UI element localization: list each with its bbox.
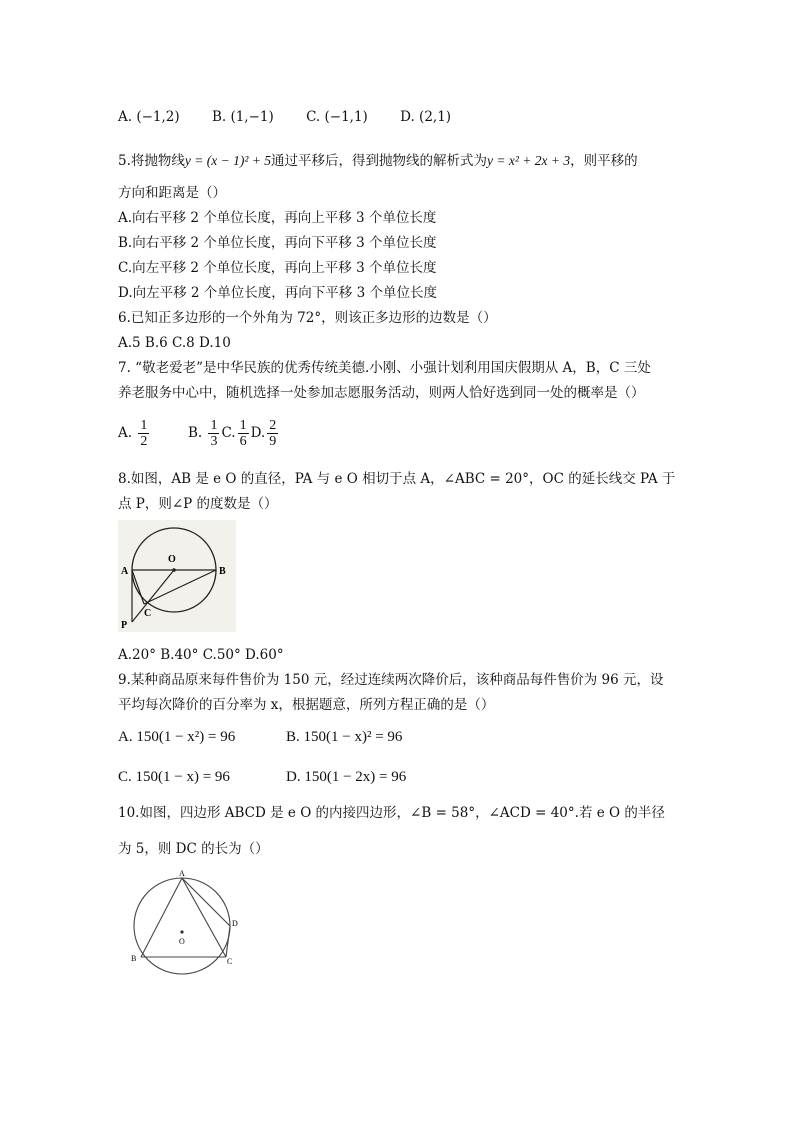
q4-option-c: C. (−1,1)	[306, 109, 368, 125]
q10-side-ad	[182, 878, 230, 926]
q10-center-dot	[180, 930, 183, 933]
q9-stem-line2: 平均每次降价的百分率为 x，根据题意，所列方程正确的是（）	[118, 697, 495, 713]
q7-option-a-label: A.	[118, 425, 133, 441]
q7-option-a-fraction: $\frac{1}{2}$	[140, 418, 148, 449]
q7-option-d-fraction: $\frac{2}{9}$	[269, 418, 277, 449]
q8-figure	[118, 520, 236, 632]
q9-option-d: D. 150(1 − 2x) = 96	[286, 769, 407, 785]
q7-option-d-label: D.	[250, 425, 266, 441]
q9-options-row1	[118, 728, 402, 746]
q7-options	[118, 416, 280, 450]
q10-label-c: C	[227, 957, 233, 966]
q7-option-b-fraction: $\frac{1}{3}$	[210, 418, 218, 449]
q4-option-b: B. (1,−1)	[211, 109, 274, 125]
q9-option-a: A. 150(1 − x²) = 96	[118, 729, 236, 745]
q8-label-b: B	[219, 566, 226, 577]
q5-option-d: D.向左平移 2 个单位长度，再向下平移 3 个单位长度	[118, 285, 437, 301]
q10-stem-line1: 10.如图，四边形 ABCD 是 e O 的内接四边形，∠B = 58°，∠ACD = 40°.若 e O 的半径	[118, 805, 665, 821]
q10-diagonal-ac	[182, 878, 226, 957]
q10-side-dc	[226, 926, 230, 957]
q8-label-c: C	[144, 608, 152, 619]
q10-figure	[126, 868, 246, 980]
q4-options	[118, 108, 479, 126]
q8-center-dot	[172, 568, 176, 572]
q8-stem-line1: 8.如图，AB 是 e O 的直径，PA 与 e O 相切于点 A，∠ABC = 20°，OC 的延长线交 PA 于	[118, 471, 676, 487]
q5-option-c: C.向左平移 2 个单位长度，再向上平移 3 个单位长度	[118, 260, 437, 276]
q10-circle	[134, 878, 233, 974]
q9-options-row2	[118, 768, 406, 786]
q5-stem-part3: ，则平移的	[570, 153, 638, 169]
q5-stem-part1: 5.将抛物线	[118, 153, 185, 169]
q7-option-c-fraction: $\frac{1}{6}$	[239, 418, 247, 449]
q10-label-d: D	[232, 919, 238, 928]
q5-option-a: A.向右平移 2 个单位长度，再向上平移 3 个单位长度	[118, 210, 437, 226]
q10-stem-line2: 为 5，则 DC 的长为（）	[118, 841, 269, 857]
q10-label-b: B	[131, 954, 137, 963]
q8-stem-line2: 点 P，则∠P 的度数是（）	[118, 496, 278, 512]
q5-stem-line1	[118, 152, 638, 170]
q10-side-ab	[141, 878, 182, 957]
q10-label-a: A	[179, 869, 185, 878]
q6-options: A.5 B.6 C.8 D.10	[118, 335, 231, 351]
q7-option-c-label: C.	[221, 425, 236, 441]
q7-stem-line1: 7. “敬老爱老”是中华民族的优秀传统美德.小刚、小强计划利用国庆假期从 A，B，C 三处	[118, 360, 651, 376]
q9-stem-line1: 9.某种商品原来每件售价为 150 元，经过连续两次降价后，该种商品每件售价为 96 元，设	[118, 672, 664, 688]
q6-stem: 6.已知正多边形的一个外角为 72°，则该正多边形的边数是（）	[118, 310, 497, 326]
q4-option-a: A. (−1,2)	[118, 109, 180, 125]
q9-option-c: C. 150(1 − x) = 96	[118, 769, 230, 785]
q8-label-p: P	[121, 620, 128, 631]
q5-stem-part2: 通过平移后，得到抛物线的解析式为	[271, 153, 487, 169]
q7-option-b-label: B.	[187, 425, 203, 441]
q5-expression-1: y = (x − 1)² + 5	[184, 153, 271, 168]
q8-options: A.20° B.40° C.50° D.60°	[118, 647, 284, 663]
q5-option-b: B.向右平移 2 个单位长度，再向下平移 3 个单位长度	[118, 235, 437, 251]
q8-label-o: O	[168, 554, 176, 565]
q10-label-o: O	[179, 937, 185, 946]
q9-option-b: B. 150(1 − x)² = 96	[286, 729, 403, 745]
q5-stem-line2: 方向和距离是（）	[118, 185, 226, 201]
q4-option-d: D. (2,1)	[400, 109, 452, 125]
q8-label-a: A	[121, 566, 129, 577]
q5-expression-2: y = x² + 2x + 3	[487, 153, 571, 168]
q7-stem-line2: 养老服务中心中，随机选择一处参加志愿服务活动，则两人恰好选到同一处的概率是（）	[118, 385, 645, 401]
